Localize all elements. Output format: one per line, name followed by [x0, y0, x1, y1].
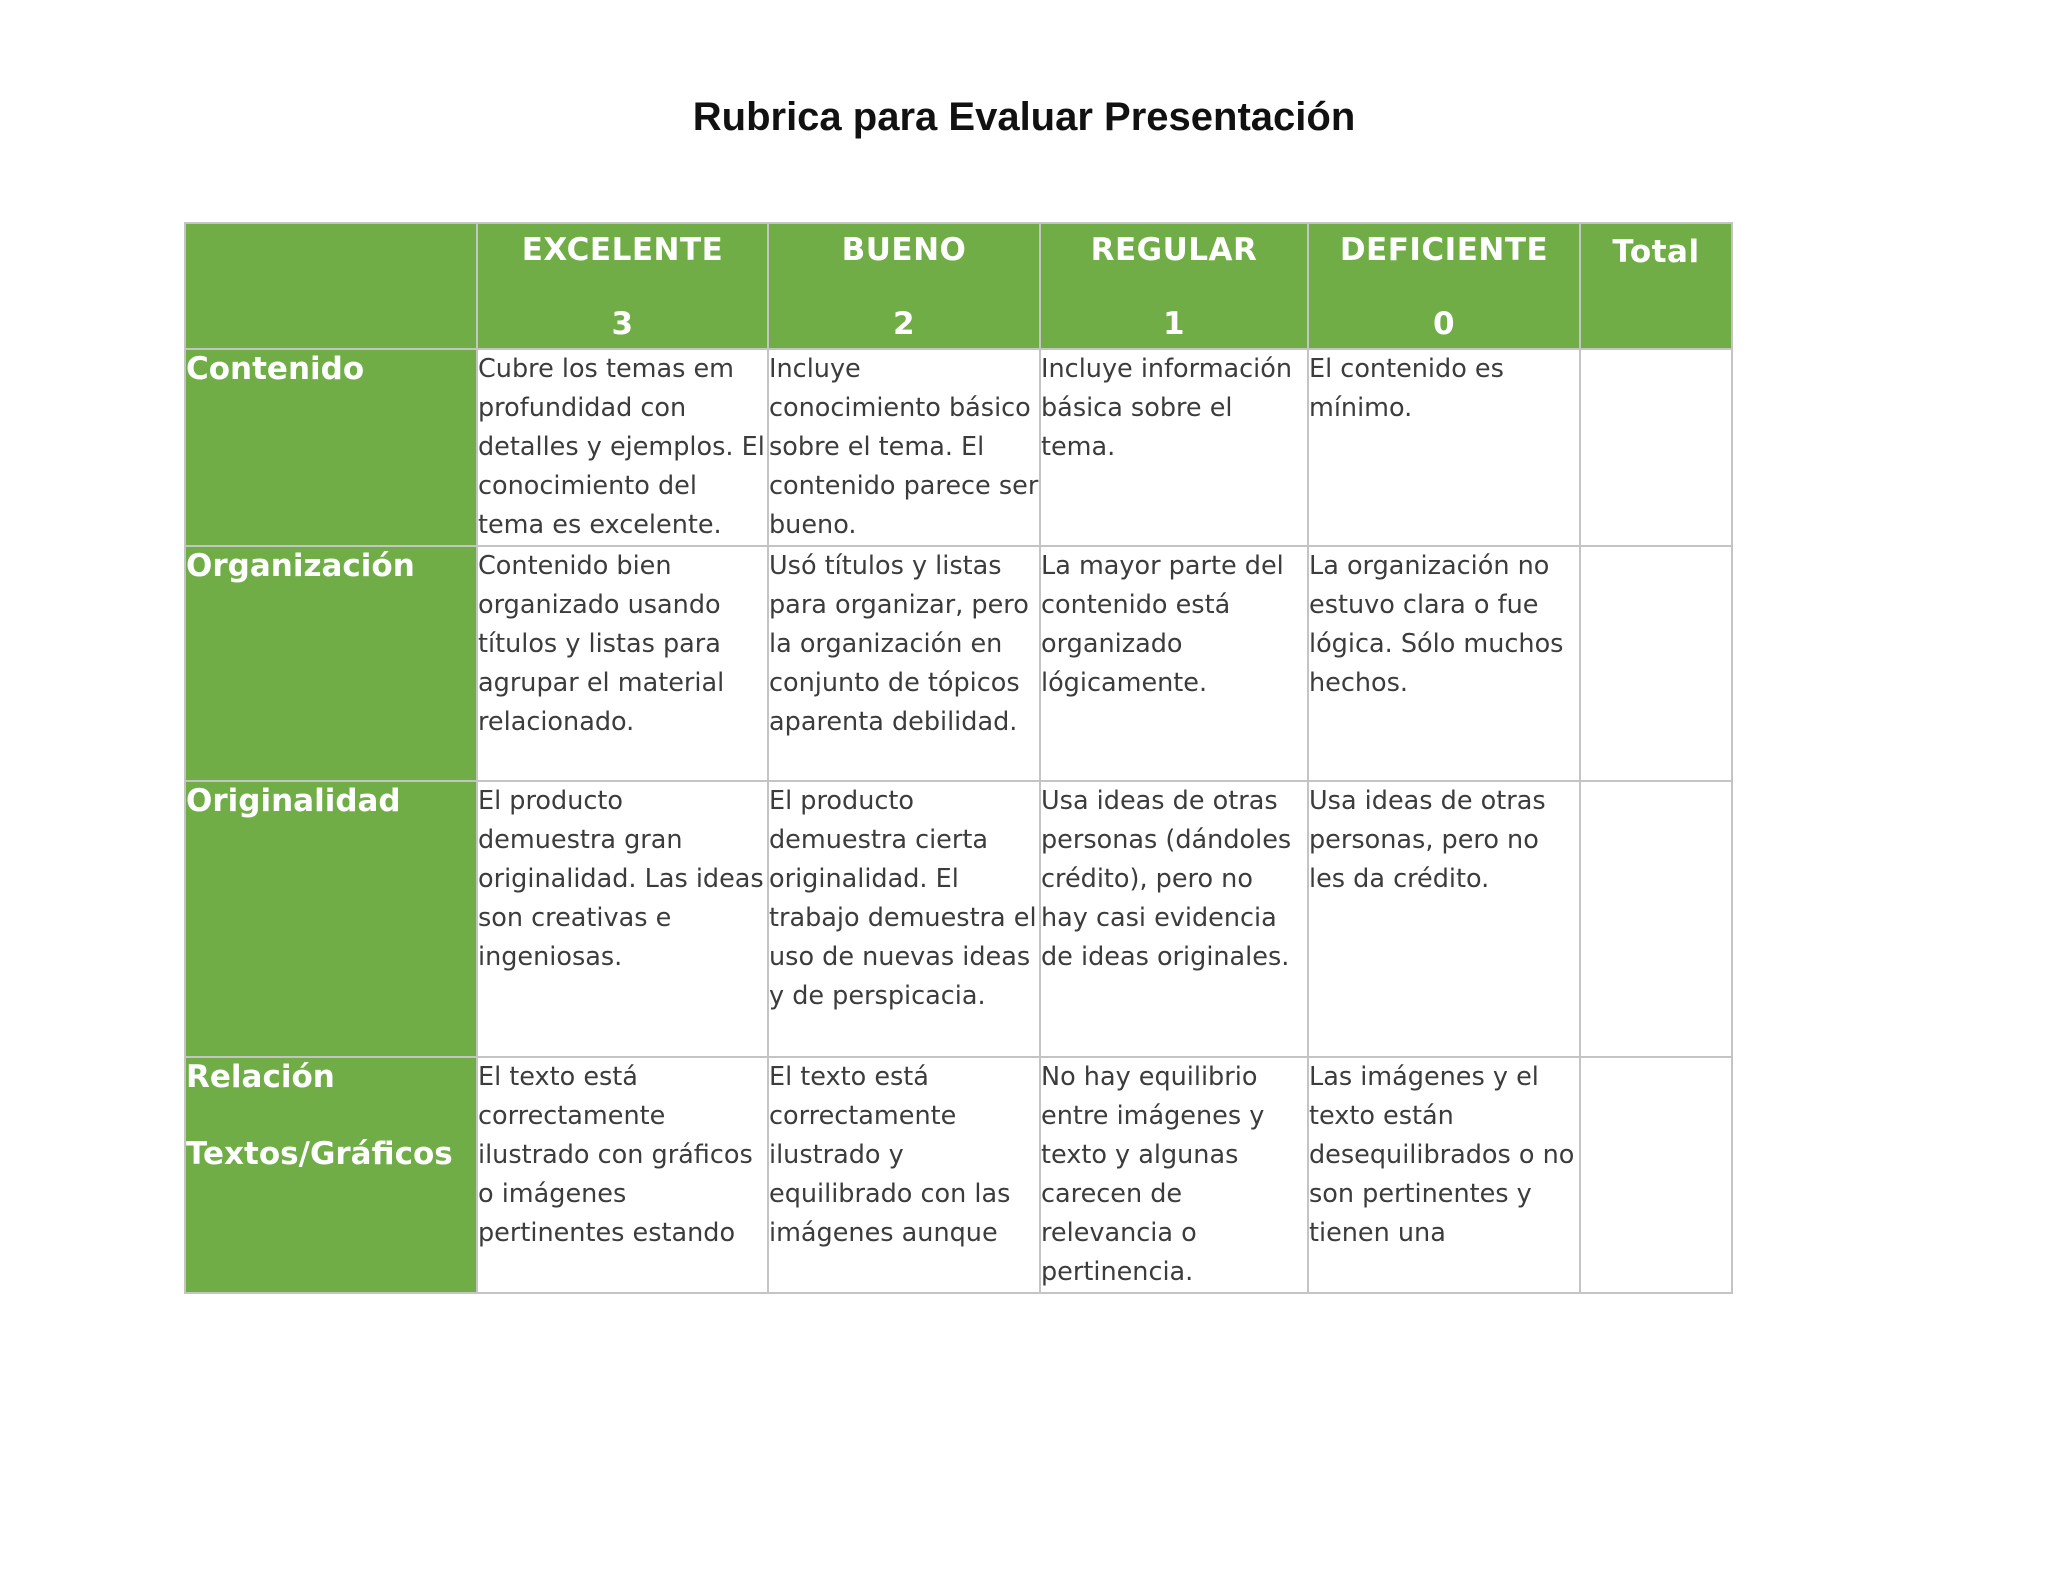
criterion-label: Relación [186, 1059, 335, 1095]
description-cell: Contenido bien organizado usando títulos y listas para agrupar el material relacionado. [477, 546, 768, 781]
header-level-label: EXCELENTE [521, 232, 724, 268]
header-total-label: Total [1612, 234, 1700, 270]
description-cell: Incluye conocimiento básico sobre el tema. El contenido parece ser bueno. [768, 349, 1040, 546]
table-row-contenido [185, 349, 1732, 546]
header-points: 2 [892, 306, 916, 342]
header-total [1580, 223, 1732, 349]
header-level-label: DEFICIENTE [1339, 232, 1549, 268]
description-cell: El contenido es mínimo. [1308, 349, 1580, 546]
header-deficiente [1308, 223, 1580, 349]
total-cell[interactable] [1580, 1057, 1732, 1293]
rubric-table [184, 222, 1733, 1294]
total-cell[interactable] [1580, 349, 1732, 546]
criterion-cell [185, 546, 477, 781]
description-cell: La organización no estuvo clara o fue lógica. Sólo muchos hechos. [1308, 546, 1580, 781]
description-cell: La mayor parte del contenido está organizado lógicamente. [1040, 546, 1308, 781]
criterion-cell [185, 349, 477, 546]
header-points: 1 [1162, 306, 1186, 342]
criterion-label: Originalidad [186, 783, 401, 819]
criterion-cell [185, 781, 477, 1057]
description-cell: Incluye información básica sobre el tema. [1040, 349, 1308, 546]
description-cell: Usa ideas de otras personas (dándoles crédito), pero no hay casi evidencia de ideas originales. [1040, 781, 1308, 1057]
criterion-cell [185, 1057, 477, 1293]
table-row-originalidad [185, 781, 1732, 1057]
header-points: 0 [1432, 306, 1456, 342]
header-row [185, 223, 1732, 349]
description-cell: No hay equilibrio entre imágenes y texto y algunas carecen de relevancia o pertinencia. [1040, 1057, 1308, 1293]
description-cell: El texto está correctamente ilustrado y equilibrado con las imágenes aunque [768, 1057, 1040, 1293]
total-cell[interactable] [1580, 781, 1732, 1057]
header-points: 3 [611, 306, 634, 342]
header-corner-cell [185, 223, 477, 349]
description-cell: El producto demuestra gran originalidad. Las ideas son creativas e ingeniosas. [477, 781, 768, 1057]
criterion-label: Organización [186, 548, 415, 584]
table-row-organizacion [185, 546, 1732, 781]
total-cell[interactable] [1580, 546, 1732, 781]
table-row-relacion [185, 1057, 1732, 1293]
description-cell: Cubre los temas em profundidad con detalles y ejemplos. El conocimiento del tema es excelente. [477, 349, 768, 546]
description-cell: Usa ideas de otras personas, pero no les da crédito. [1308, 781, 1580, 1057]
header-level-label: BUENO [841, 232, 967, 268]
description-cell: El texto está correctamente ilustrado con gráficos o imágenes pertinentes estando [477, 1057, 768, 1293]
criterion-label: Contenido [186, 351, 365, 387]
criterion-label-line2: Textos/Gráficos [186, 1135, 453, 1172]
description-cell: Las imágenes y el texto están desequilibrados o no son pertinentes y tienen una [1308, 1057, 1580, 1293]
header-level-label: REGULAR [1090, 232, 1258, 268]
header-regular [1040, 223, 1308, 349]
header-bueno [768, 223, 1040, 349]
document-title: Rubrica para Evaluar Presentación [692, 95, 1356, 139]
header-excelente [477, 223, 768, 349]
description-cell: El producto demuestra cierta originalidad. El trabajo demuestra el uso de nuevas ideas y de perspicacia. [768, 781, 1040, 1057]
description-cell: Usó títulos y listas para organizar, pero la organización en conjunto de tópicos aparenta debilidad. [768, 546, 1040, 781]
